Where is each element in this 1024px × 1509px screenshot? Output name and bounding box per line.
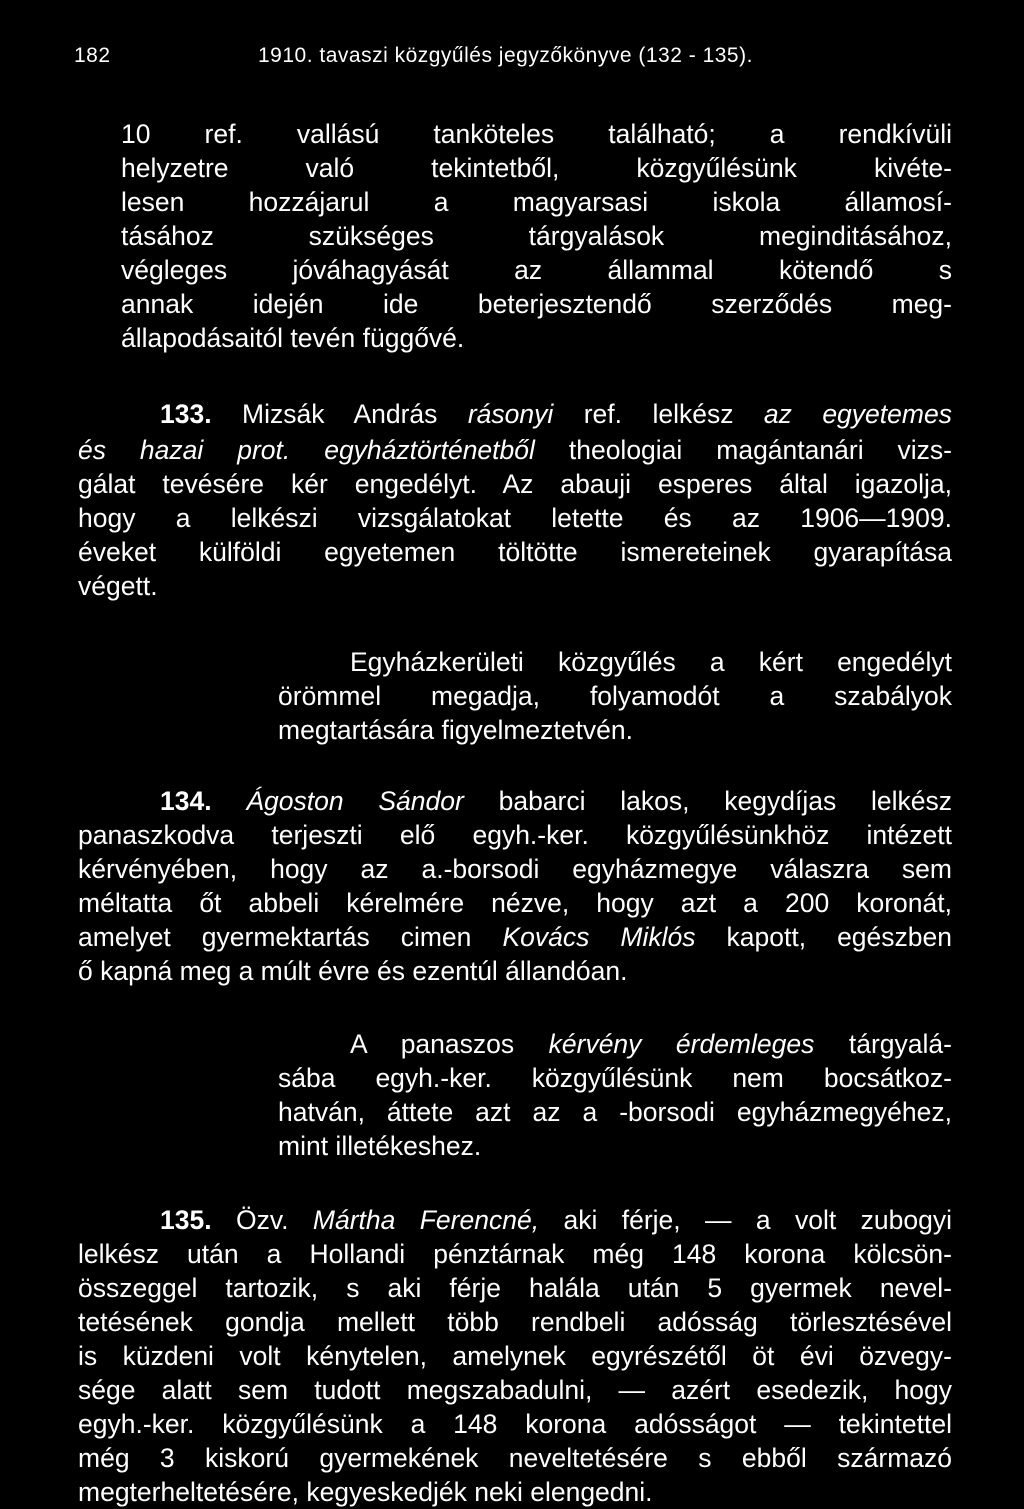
text-line: örömmel megadja, folyamodót a szabályok bbox=[278, 681, 952, 711]
text-line bbox=[160, 1203, 952, 1237]
text-line: hatván, áttete azt az a -borsodi egyházmegyéhez, bbox=[278, 1097, 952, 1127]
text-line bbox=[78, 433, 952, 467]
text-line: Egyházkerületi közgyűlés a kért engedélyt bbox=[350, 647, 952, 677]
text-line bbox=[160, 397, 952, 431]
text-span: babarci lakos, kegydíjas lelkész bbox=[498, 786, 953, 816]
text-line: sába egyh.-ker. közgyűlésünk nem bocsátkoz- bbox=[278, 1063, 952, 1093]
text-span: aki férje, — a volt zubogyi bbox=[563, 1205, 952, 1235]
text-line: végett. bbox=[78, 571, 158, 601]
italic-text: rásonyi bbox=[467, 399, 554, 429]
person-name: Ágoston Sándor bbox=[246, 786, 464, 816]
text-line: állapodásaitól tevén függővé. bbox=[121, 323, 465, 353]
text-line: helyzetre való tekintetből, közgyűlésünk kivéte- bbox=[121, 153, 952, 183]
text-line: sége alatt sem tudott megszabadulni, — azért esedezik, hogy bbox=[78, 1375, 952, 1405]
person-name: Kovács Miklós bbox=[502, 922, 696, 952]
text-line: gálat tevésére kér engedélyt. Az abauji esperes által igazolja, bbox=[78, 469, 952, 499]
text-line: tetésének gondja mellett több rendbeli adósság törlesztésével bbox=[78, 1307, 952, 1337]
text-line: ő kapná meg a múlt évre és ezentúl állandóan. bbox=[78, 956, 628, 986]
text-line: 10 ref. vallású tanköteles található; a rendkívüli bbox=[121, 119, 952, 149]
italic-text: kérvény érdemleges bbox=[548, 1029, 815, 1059]
text-line: mint illetékeshez. bbox=[278, 1131, 482, 1161]
text-span: tárgyalá- bbox=[848, 1029, 952, 1059]
text-line: tásához szükséges tárgyalások meginditásához, bbox=[121, 221, 952, 251]
text-line: lesen hozzájarul a magyarsasi iskola államosí- bbox=[121, 187, 952, 217]
item-number: 133. bbox=[160, 399, 212, 429]
text-line: összeggel tartozik, s aki férje halála után 5 gyermek nevel- bbox=[78, 1273, 952, 1303]
page-header bbox=[74, 44, 954, 78]
text-span: kapott, egészben bbox=[726, 922, 953, 952]
page-number: 182 bbox=[74, 44, 111, 67]
text-line bbox=[78, 920, 952, 954]
text-line bbox=[160, 784, 952, 818]
text-line bbox=[350, 1027, 952, 1061]
text-span: ref. lelkész bbox=[583, 399, 734, 429]
text-span: theologiai magántanári vizs- bbox=[568, 435, 952, 465]
text-line: még 3 kiskorú gyermekének neveltetésére s ebből származó bbox=[78, 1443, 952, 1473]
text-line: is küzdeni volt kénytelen, amelynek egyrészétől öt évi özvegy- bbox=[78, 1341, 952, 1371]
text-line: annak idején ide beterjesztendő szerződés meg- bbox=[121, 289, 952, 319]
text-line: végleges jóváhagyását az állammal kötendő s bbox=[121, 255, 952, 285]
text-line: éveket külföldi egyetemen töltötte ismereteinek gyarapítása bbox=[78, 537, 952, 567]
italic-text: és hazai prot. egyháztörténetből bbox=[78, 435, 535, 465]
running-title: 1910. tavaszi közgyűlés jegyzőkönyve (132 - 135). bbox=[258, 44, 753, 67]
person-name: Mizsák András bbox=[242, 399, 438, 429]
italic-text: az egyetemes bbox=[763, 399, 952, 429]
text-line: panaszkodva terjeszti elő egyh.-ker. közgyűlésünkhöz intézett bbox=[78, 820, 952, 850]
text-line: megterheltetésére, kegyeskedjék neki elengedni. bbox=[78, 1477, 653, 1507]
item-number: 135. bbox=[160, 1205, 212, 1235]
text-line: hogy a lelkészi vizsgálatokat letette és az 1906—1909. bbox=[78, 503, 952, 533]
text-span: amelyet gyermektartás cimen bbox=[78, 922, 472, 952]
item-number: 134. bbox=[160, 786, 212, 816]
text-line: méltatta őt abbeli kérelmére nézve, hogy azt a 200 koronát, bbox=[78, 888, 952, 918]
text-line: lelkész után a Hollandi pénztárnak még 148 korona kölcsön- bbox=[78, 1239, 952, 1269]
text-span: A panaszos bbox=[350, 1029, 515, 1059]
text-line: egyh.-ker. közgyűlésünk a 148 korona adósságot — tekintettel bbox=[78, 1409, 952, 1439]
text-span: Özv. bbox=[235, 1205, 289, 1235]
person-name: Mártha Ferencné, bbox=[312, 1205, 540, 1235]
text-line: megtartására figyelmeztetvén. bbox=[278, 715, 633, 745]
text-line: kérvényében, hogy az a.-borsodi egyházmegye válaszra sem bbox=[78, 854, 952, 884]
